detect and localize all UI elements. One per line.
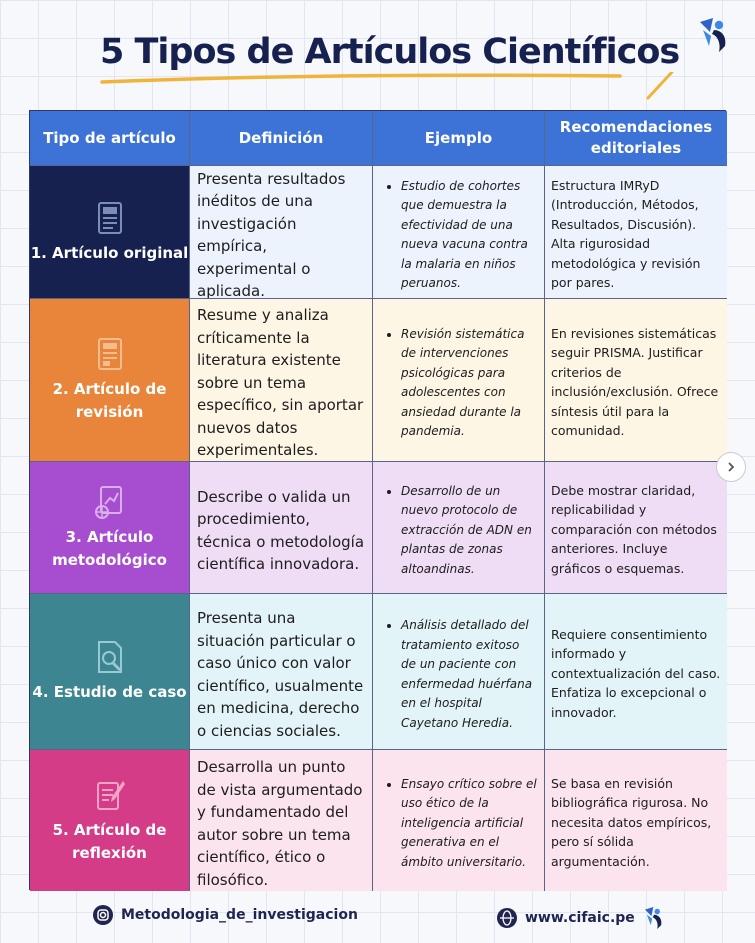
type-cell: [30, 299, 190, 462]
type-cell: [30, 462, 190, 594]
definition-text: Resume y analiza críticamente la literatura existente sobre un tema específico, sin aportar nuevos datos experimentales.: [197, 306, 364, 460]
type-label: 4. Estudio de caso: [32, 683, 187, 701]
definition-cell: [190, 594, 373, 750]
type-label: 2. Artículo de revisión: [52, 380, 167, 421]
example-cell: [373, 462, 545, 594]
recommendation-text: En revisiones sistemáticas seguir PRISMA. Justificar criterios de inclusión/exclusión. Ofrece síntesis útil para la comunidad.: [551, 325, 719, 438]
definition-text: Presenta resultados inéditos de una investigación empírica, experimental o aplicada.: [197, 169, 346, 299]
recommendation-cell: [545, 594, 727, 750]
method-chart-icon: [93, 484, 127, 520]
title-underline: [100, 72, 680, 100]
recommendation-cell: [545, 299, 727, 462]
instagram-icon: [93, 905, 113, 925]
next-arrow-button[interactable]: [716, 452, 746, 482]
example-cell: [373, 166, 545, 299]
website-link[interactable]: [497, 905, 665, 931]
title-block: [100, 28, 680, 98]
type-cell: [30, 750, 190, 891]
brand-logo-icon: [643, 905, 665, 931]
example-cell: [373, 299, 545, 462]
brand-logo-icon: [697, 16, 731, 54]
type-label: 3. Artículo metodológico: [52, 527, 167, 569]
recommendation-text: Debe mostrar claridad, replicabilidad y comparación con métodos anteriores. Incluye gráficos o esquemas.: [551, 482, 717, 576]
example-text: • Análisis detallado del tratamiento exitoso de un paciente con enfermedad huérfana en el hospital Cayetano Heredia.: [401, 616, 538, 733]
handle-text: Metodologia_de_investigacion: [121, 907, 358, 923]
case-search-icon: [93, 639, 127, 675]
definition-text: Presenta una situación particular o caso único con valor científico, usualmente en medicina, derecho o ciencias sociales.: [197, 609, 364, 740]
type-label: 1. Artículo original: [30, 243, 189, 262]
example-text: • Revisión sistemática de intervenciones psicológicas para adolescentes con ansiedad durante la pandemia.: [401, 325, 538, 442]
recommendation-text: Se basa en revisión bibliográfica rigurosa. No necesita datos empíricos, pero sí sólida argumentación.: [551, 775, 712, 869]
definition-cell: [190, 750, 373, 891]
recommendation-cell: [545, 166, 727, 299]
chevron-right-icon: [725, 461, 737, 473]
example-cell: [373, 750, 545, 891]
document-icon: [93, 200, 127, 236]
definition-cell: [190, 462, 373, 594]
header-definition: Definición: [190, 111, 373, 166]
header-recommendations: Recomendaciones editoriales: [545, 111, 727, 166]
header-type: Tipo de artículo: [30, 111, 190, 166]
instagram-handle[interactable]: [93, 905, 358, 925]
example-text: • Desarrollo de un nuevo protocolo de extracción de ADN en plantas de zonas altoandinas.: [401, 482, 538, 580]
example-text: • Estudio de cohortes que demuestra la efectividad de una nueva vacuna contra la malaria en niños peruanos.: [401, 177, 538, 294]
definition-cell: [190, 299, 373, 462]
comparison-table: [29, 110, 726, 890]
example-cell: [373, 594, 545, 750]
recommendation-cell: [545, 750, 727, 891]
review-document-icon: [93, 336, 127, 372]
type-cell: [30, 594, 190, 750]
definition-text: Describe o valida un procedimiento, técnica o metodología científica innovadora.: [197, 487, 365, 573]
website-text: www.cifaic.pe: [525, 910, 635, 926]
recommendation-text: Estructura IMRyD (Introducción, Métodos, Resultados, Discusión). Alta rigurosidad metodológica y revisión por pares.: [551, 177, 701, 290]
definition-cell: [190, 166, 373, 299]
page-title: 5 Tipos de Artículos Científicos: [100, 32, 680, 72]
type-cell: [30, 166, 190, 299]
globe-icon: [497, 908, 517, 928]
recommendation-cell: [545, 462, 727, 594]
example-text: • Ensayo crítico sobre el uso ético de la inteligencia artificial generativa en el ámbito universitario.: [401, 775, 538, 873]
header-example: Ejemplo: [373, 111, 545, 166]
type-label: 5. Artículo de reflexión: [52, 820, 167, 862]
writing-icon: [93, 777, 127, 813]
recommendation-text: Requiere consentimiento informado y contextualización del caso. Enfatiza lo excepcional o innovador.: [551, 626, 721, 720]
definition-text: Desarrolla un punto de vista argumentado y fundamentado del autor sobre un tema científico, ético o filosófico.: [197, 758, 363, 889]
